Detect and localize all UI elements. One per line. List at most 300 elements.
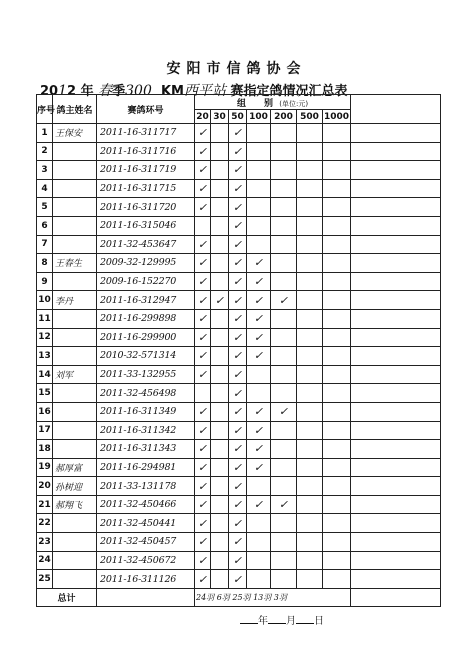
- row-blank: [351, 272, 441, 291]
- group-check-30: [211, 477, 229, 496]
- group-check-200: [271, 179, 297, 198]
- table-row: [37, 514, 441, 533]
- ring-number: 2011-16-311717: [97, 124, 195, 143]
- place-handwritten: 西平站: [183, 83, 226, 99]
- row-blank: [351, 570, 441, 589]
- group-check-30: [211, 179, 229, 198]
- year-suffix: 2 年: [67, 84, 94, 99]
- group-check-500: [297, 142, 323, 161]
- group-check-500: [297, 198, 323, 217]
- row-number: 20: [37, 477, 53, 496]
- group-check-100: [247, 365, 271, 384]
- group-check-100: [247, 198, 271, 217]
- group-check-1000: [323, 161, 351, 180]
- ring-number: 2011-32-450457: [97, 533, 195, 552]
- group-check-200: [271, 551, 297, 570]
- ring-number: 2011-32-450672: [97, 551, 195, 570]
- table-row: [37, 291, 441, 310]
- owner-name: 王保安: [53, 124, 97, 143]
- group-check-20: ✓: [195, 161, 211, 180]
- group-check-30: [211, 384, 229, 403]
- group-check-50: ✓: [229, 533, 247, 552]
- group-check-100: ✓: [247, 495, 271, 514]
- group-check-50: ✓: [229, 458, 247, 477]
- group-check-50: ✓: [229, 365, 247, 384]
- ring-number: 2011-32-450466: [97, 495, 195, 514]
- ring-number: 2011-16-312947: [97, 291, 195, 310]
- row-number: 18: [37, 440, 53, 459]
- group-check-500: [297, 216, 323, 235]
- table-row: [37, 198, 441, 217]
- row-number: 12: [37, 328, 53, 347]
- col-no-header: 序号: [37, 95, 53, 124]
- group-check-20: ✓: [195, 254, 211, 273]
- association-title: 安阳市信鸽协会: [166, 61, 307, 77]
- ring-number: 2011-16-311715: [97, 179, 195, 198]
- group-check-30: [211, 365, 229, 384]
- group-check-50: ✓: [229, 161, 247, 180]
- row-blank: [351, 216, 441, 235]
- group-check-100: [247, 477, 271, 496]
- group-20: 20: [196, 111, 209, 122]
- group-check-1000: [323, 384, 351, 403]
- group-check-200: [271, 570, 297, 589]
- group-check-30: [211, 421, 229, 440]
- group-check-30: [211, 347, 229, 366]
- table-row: [37, 272, 441, 291]
- group-check-50: ✓: [229, 179, 247, 198]
- blank-header: [351, 95, 441, 124]
- table-row: [37, 477, 441, 496]
- group-check-1000: [323, 272, 351, 291]
- ring-number: 2011-16-311343: [97, 440, 195, 459]
- group-check-1000: [323, 235, 351, 254]
- ring-number: 2011-16-311126: [97, 570, 195, 589]
- group-check-200: [271, 272, 297, 291]
- owner-name: [53, 514, 97, 533]
- row-blank: [351, 309, 441, 328]
- group-check-200: ✓: [271, 291, 297, 310]
- title-rest: 赛指定鸽情况汇总表: [230, 84, 348, 99]
- owner-name: [53, 440, 97, 459]
- season-handwritten: 春: [98, 83, 113, 99]
- row-number: 9: [37, 272, 53, 291]
- owner-name: [53, 272, 97, 291]
- group-200: 200: [271, 110, 297, 124]
- group-check-50: ✓: [229, 235, 247, 254]
- group-check-20: ✓: [195, 179, 211, 198]
- ring-number: 2011-32-456498: [97, 384, 195, 403]
- row-number: 1: [37, 124, 53, 143]
- table-row: [37, 440, 441, 459]
- group-check-30: [211, 551, 229, 570]
- row-number: 17: [37, 421, 53, 440]
- group-check-50: ✓: [229, 551, 247, 570]
- group-check-50: ✓: [229, 514, 247, 533]
- group-check-50: ✓: [229, 142, 247, 161]
- total-blank: [97, 588, 195, 607]
- group-check-30: [211, 514, 229, 533]
- group-check-100: [247, 533, 271, 552]
- owner-name: [53, 328, 97, 347]
- group-check-20: ✓: [195, 272, 211, 291]
- group-check-50: ✓: [229, 124, 247, 143]
- row-blank: [351, 458, 441, 477]
- table-row: [37, 458, 441, 477]
- group-check-100: ✓: [247, 254, 271, 273]
- group-check-1000: [323, 402, 351, 421]
- owner-name: [53, 198, 97, 217]
- group-check-30: ✓: [211, 291, 229, 310]
- table-body: [37, 124, 441, 589]
- season-word: 季: [112, 84, 126, 99]
- group-check-1000: [323, 458, 351, 477]
- owner-name: [53, 347, 97, 366]
- row-blank: [351, 551, 441, 570]
- ring-number: 2011-16-311342: [97, 421, 195, 440]
- group-check-20: ✓: [195, 124, 211, 143]
- group-check-20: ✓: [195, 495, 211, 514]
- group-check-1000: [323, 142, 351, 161]
- group-check-100: [247, 570, 271, 589]
- group-check-500: [297, 328, 323, 347]
- group-check-50: ✓: [229, 421, 247, 440]
- row-blank: [351, 402, 441, 421]
- group-check-100: [247, 235, 271, 254]
- group-check-20: ✓: [195, 309, 211, 328]
- group-check-30: [211, 570, 229, 589]
- group-check-500: [297, 570, 323, 589]
- row-blank: [351, 477, 441, 496]
- group-check-200: [271, 309, 297, 328]
- group-check-1000: [323, 551, 351, 570]
- row-blank: [351, 142, 441, 161]
- group-header: [195, 95, 351, 110]
- date-line: [240, 612, 324, 627]
- row-blank: [351, 235, 441, 254]
- group-check-500: [297, 440, 323, 459]
- row-number: 14: [37, 365, 53, 384]
- group-check-30: [211, 328, 229, 347]
- group-check-1000: [323, 328, 351, 347]
- group-check-1000: [323, 347, 351, 366]
- row-number: 25: [37, 570, 53, 589]
- group-check-1000: [323, 421, 351, 440]
- group-check-200: ✓: [271, 495, 297, 514]
- row-blank: [351, 440, 441, 459]
- group-check-200: [271, 254, 297, 273]
- owner-name: [53, 421, 97, 440]
- col-owner-header: 鸽主姓名: [53, 95, 97, 124]
- row-number: 19: [37, 458, 53, 477]
- group-check-500: [297, 365, 323, 384]
- group-check-30: [211, 124, 229, 143]
- table-row: [37, 309, 441, 328]
- group-check-200: [271, 440, 297, 459]
- group-check-20: ✓: [195, 551, 211, 570]
- row-number: 2: [37, 142, 53, 161]
- group-check-20: ✓: [195, 347, 211, 366]
- ring-number: 2011-16-315046: [97, 216, 195, 235]
- row-number: 22: [37, 514, 53, 533]
- owner-name: [53, 142, 97, 161]
- ring-number: 2010-32-571314: [97, 347, 195, 366]
- group-check-1000: [323, 198, 351, 217]
- group-check-200: [271, 421, 297, 440]
- row-number: 3: [37, 161, 53, 180]
- table-row: [37, 328, 441, 347]
- group-check-50: ✓: [229, 477, 247, 496]
- row-blank: [351, 421, 441, 440]
- group-check-100: ✓: [247, 309, 271, 328]
- group-check-50: ✓: [229, 495, 247, 514]
- group-check-200: ✓: [271, 402, 297, 421]
- total-row: [37, 588, 441, 607]
- group-check-100: ✓: [247, 402, 271, 421]
- group-check-100: ✓: [247, 440, 271, 459]
- group-check-200: [271, 533, 297, 552]
- row-number: 21: [37, 495, 53, 514]
- group-check-100: [247, 161, 271, 180]
- table-header-row: [37, 95, 441, 110]
- table-row: [37, 254, 441, 273]
- group-check-500: [297, 402, 323, 421]
- row-number: 4: [37, 179, 53, 198]
- group-check-30: [211, 198, 229, 217]
- owner-name: [53, 309, 97, 328]
- group-label: 组 别: [236, 98, 273, 109]
- group-check-1000: [323, 533, 351, 552]
- group-check-1000: [323, 365, 351, 384]
- group-check-200: [271, 477, 297, 496]
- group-check-20: ✓: [195, 477, 211, 496]
- group-check-200: [271, 161, 297, 180]
- table-row: [37, 570, 441, 589]
- group-check-200: [271, 198, 297, 217]
- row-blank: [351, 254, 441, 273]
- group-check-100: ✓: [247, 328, 271, 347]
- group-check-20: ✓: [195, 291, 211, 310]
- group-check-20: ✓: [195, 142, 211, 161]
- group-check-200: [271, 365, 297, 384]
- group-check-20: ✓: [195, 402, 211, 421]
- row-blank: [351, 198, 441, 217]
- table-row: [37, 347, 441, 366]
- group-check-100: [247, 514, 271, 533]
- group-check-50: ✓: [229, 291, 247, 310]
- owner-name: [53, 533, 97, 552]
- group-check-20: ✓: [195, 365, 211, 384]
- owner-name: [53, 570, 97, 589]
- owner-name: 王春生: [53, 254, 97, 273]
- group-check-50: ✓: [229, 328, 247, 347]
- group-check-30: [211, 458, 229, 477]
- row-blank: [351, 161, 441, 180]
- group-check-200: [271, 142, 297, 161]
- owner-name: [53, 384, 97, 403]
- group-check-20: ✓: [195, 458, 211, 477]
- group-check-1000: [323, 179, 351, 198]
- owner-name: 郝厚富: [53, 458, 97, 477]
- group-check-500: [297, 235, 323, 254]
- group-check-30: [211, 402, 229, 421]
- group-check-50: ✓: [229, 384, 247, 403]
- group-check-50: ✓: [229, 402, 247, 421]
- group-check-20: [195, 384, 211, 403]
- row-blank: [351, 179, 441, 198]
- row-number: 6: [37, 216, 53, 235]
- table-row: [37, 551, 441, 570]
- row-blank: [351, 533, 441, 552]
- group-check-100: ✓: [247, 347, 271, 366]
- ring-number: 2011-16-311716: [97, 142, 195, 161]
- owner-name: [53, 235, 97, 254]
- group-check-50: ✓: [229, 272, 247, 291]
- group-check-20: ✓: [195, 421, 211, 440]
- table-row: [37, 216, 441, 235]
- group-check-100: ✓: [247, 272, 271, 291]
- group-check-30: [211, 235, 229, 254]
- group-check-1000: [323, 514, 351, 533]
- owner-name: [53, 216, 97, 235]
- group-check-1000: [323, 570, 351, 589]
- table-row: [37, 179, 441, 198]
- group-check-100: ✓: [247, 458, 271, 477]
- owner-name: [53, 161, 97, 180]
- group-check-20: ✓: [195, 328, 211, 347]
- group-check-1000: [323, 216, 351, 235]
- group-check-100: [247, 551, 271, 570]
- group-check-200: [271, 124, 297, 143]
- group-check-500: [297, 124, 323, 143]
- owner-name: [53, 179, 97, 198]
- row-number: 8: [37, 254, 53, 273]
- ring-number: 2011-16-311719: [97, 161, 195, 180]
- owner-name: [53, 402, 97, 421]
- group-check-1000: [323, 254, 351, 273]
- row-number: 13: [37, 347, 53, 366]
- km-label: KM: [160, 84, 184, 99]
- group-check-30: [211, 142, 229, 161]
- row-number: 7: [37, 235, 53, 254]
- group-check-50: ✓: [229, 216, 247, 235]
- group-check-200: [271, 235, 297, 254]
- footer-year: 年: [258, 616, 268, 627]
- ring-number: 2011-16-311349: [97, 402, 195, 421]
- row-number: 10: [37, 291, 53, 310]
- row-number: 24: [37, 551, 53, 570]
- group-check-50: ✓: [229, 309, 247, 328]
- ring-number: 2011-32-453647: [97, 235, 195, 254]
- table-row: [37, 142, 441, 161]
- owner-name: 刘军: [53, 365, 97, 384]
- group-check-500: [297, 272, 323, 291]
- ring-number: 2011-16-294981: [97, 458, 195, 477]
- group-1000: 1000: [323, 111, 350, 122]
- group-check-20: ✓: [195, 570, 211, 589]
- distance-handwritten: 300: [125, 83, 152, 99]
- row-blank: [351, 291, 441, 310]
- row-number: 5: [37, 198, 53, 217]
- owner-name: [53, 551, 97, 570]
- table-row: [37, 402, 441, 421]
- group-check-30: [211, 272, 229, 291]
- group-100: 100: [247, 110, 271, 124]
- group-check-20: ✓: [195, 514, 211, 533]
- group-check-500: [297, 551, 323, 570]
- group-check-500: [297, 514, 323, 533]
- group-check-200: [271, 328, 297, 347]
- summary-table: [36, 94, 441, 607]
- group-check-50: ✓: [229, 254, 247, 273]
- group-check-30: [211, 495, 229, 514]
- owner-name: 孙树迎: [53, 477, 97, 496]
- group-check-500: [297, 291, 323, 310]
- row-blank: [351, 328, 441, 347]
- row-blank: [351, 384, 441, 403]
- footer-day: 日: [314, 616, 324, 627]
- group-check-500: [297, 179, 323, 198]
- group-check-500: [297, 458, 323, 477]
- group-check-100: [247, 142, 271, 161]
- ring-number: 2011-33-131178: [97, 477, 195, 496]
- group-check-100: ✓: [247, 421, 271, 440]
- row-number: 23: [37, 533, 53, 552]
- group-500: 500: [297, 110, 323, 124]
- ring-number: 2011-16-311720: [97, 198, 195, 217]
- group-check-200: [271, 384, 297, 403]
- group-check-1000: [323, 309, 351, 328]
- group-check-1000: [323, 291, 351, 310]
- total-value: 24羽 6羽 25羽 13羽 3羽: [195, 588, 351, 607]
- group-check-30: [211, 254, 229, 273]
- group-check-100: [247, 179, 271, 198]
- group-30: 30: [211, 110, 229, 124]
- group-check-500: [297, 495, 323, 514]
- group-check-50: ✓: [229, 198, 247, 217]
- group-check-30: [211, 533, 229, 552]
- group-check-20: ✓: [195, 533, 211, 552]
- group-50: 50: [229, 110, 247, 124]
- owner-name: 郝翔飞: [53, 495, 97, 514]
- col-ring-header: 赛鸽环号: [97, 95, 195, 124]
- group-check-500: [297, 477, 323, 496]
- table-row: [37, 161, 441, 180]
- group-check-500: [297, 384, 323, 403]
- ring-number: 2011-16-299900: [97, 328, 195, 347]
- table-row: [37, 495, 441, 514]
- group-check-500: [297, 533, 323, 552]
- group-check-500: [297, 421, 323, 440]
- table-row: [37, 365, 441, 384]
- group-check-500: [297, 347, 323, 366]
- row-number: 16: [37, 402, 53, 421]
- row-blank: [351, 124, 441, 143]
- row-blank: [351, 514, 441, 533]
- group-check-1000: [323, 440, 351, 459]
- group-check-20: [195, 216, 211, 235]
- group-check-30: [211, 216, 229, 235]
- group-check-50: ✓: [229, 347, 247, 366]
- year-handwritten: 1: [58, 83, 68, 99]
- unit-label: (单位:元): [279, 99, 309, 108]
- group-check-500: [297, 254, 323, 273]
- total-tail: [351, 588, 441, 607]
- group-check-500: [297, 161, 323, 180]
- group-check-200: [271, 347, 297, 366]
- table-row: [37, 533, 441, 552]
- table-row: [37, 421, 441, 440]
